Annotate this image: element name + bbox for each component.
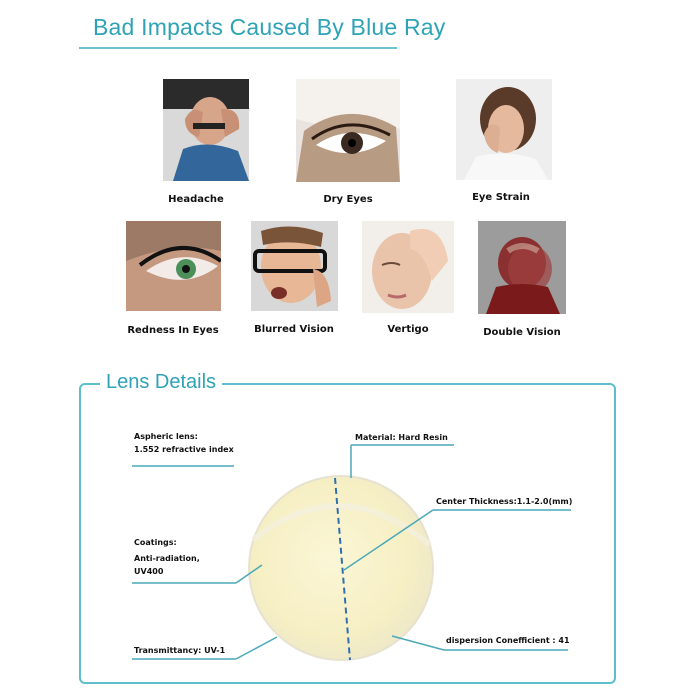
center-thickness-label: Center Thickness:1.1-2.0(mm): [436, 497, 573, 506]
lens-details-title: Lens Details: [100, 371, 222, 394]
aspheric-lens-line1: Aspheric lens:: [134, 432, 198, 441]
impact-label-vertigo: Vertigo: [387, 324, 429, 335]
coatings-line3: UV400: [134, 567, 164, 576]
impact-label-dry-eyes: Dry Eyes: [323, 194, 373, 205]
coatings-line2: Anti-radiation,: [134, 554, 200, 563]
impact-label-blurred-vision: Blurred Vision: [254, 324, 334, 335]
impact-label-eye-strain: Eye Strain: [472, 192, 530, 203]
aspheric-lens-label: [134, 430, 234, 456]
page-title: Bad Impacts Caused By Blue Ray: [93, 14, 446, 40]
aspheric-lens-line2: 1.552 refractive index: [134, 445, 234, 454]
impact-label-double-vision: Double Vision: [483, 327, 561, 338]
dispersion-label: dispersion Conefficient : 41: [446, 636, 570, 645]
transmittancy-label: Transmittancy: UV-1: [134, 646, 226, 655]
impact-label-redness-in-eyes: Redness In Eyes: [127, 325, 219, 336]
material-label: Material: Hard Resin: [355, 433, 448, 442]
impact-label-headache: Headache: [168, 194, 224, 205]
coatings-label: [134, 536, 200, 578]
coatings-line1: Coatings:: [134, 538, 177, 547]
